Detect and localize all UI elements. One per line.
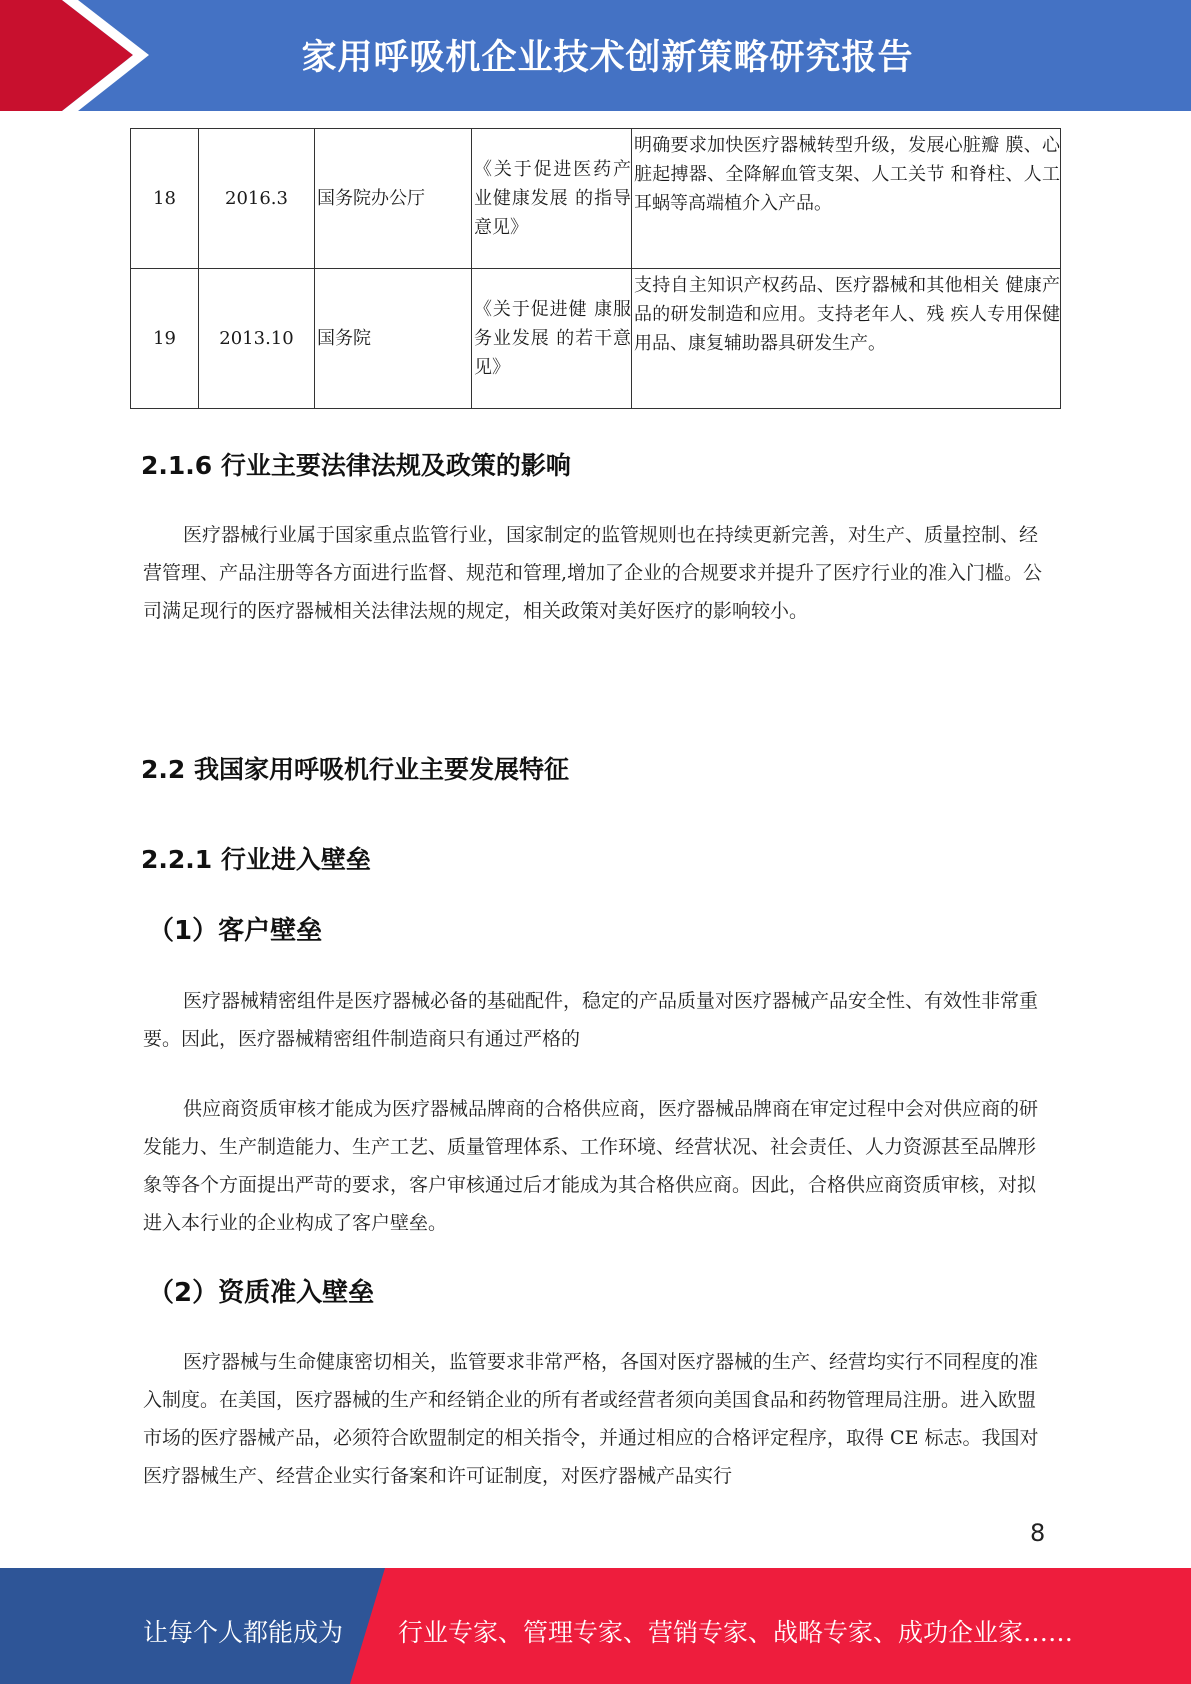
footer-slogan-left: 让每个人都能成为	[143, 1618, 344, 1647]
paragraph-customer-2: 供应商资质审核才能成为医疗器械品牌商的合格供应商，医疗器械品牌商在审定过程中会对供应商的研发能力、生产制造能力、生产工艺、质量管理体系、工作环境、经营状况、社会责任、人力资源甚至品牌形象等各个方面提出严苛的要求，客户审核通过后才能成为其合格供应商。因此，合格供应商资质审核，对拟进入本行业的企业构成了客户壁垒。	[143, 1098, 1039, 1234]
report-title: 家用呼吸机企业技术创新策略研究报告	[301, 38, 914, 78]
row-number: 18	[131, 129, 199, 269]
row-date: 2013.10	[199, 269, 315, 409]
row-document: 《关于促进医药产业健康发展 的指导意见》	[472, 129, 632, 269]
row-number: 19	[131, 269, 199, 409]
footer-slogan-right: 行业专家、管理专家、营销专家、战略专家、成功企业家……	[398, 1618, 1074, 1647]
row-department: 国务院	[315, 269, 472, 409]
subheading-customer-barrier: （1）客户壁垒	[148, 916, 323, 946]
page-number: 8	[1030, 1519, 1046, 1547]
row-description: 支持自主知识产权药品、医疗器械和其他相关 健康产品的研发制造和应用。支持老年人、残 疾人专用保健用品、康复辅助器具研发生产。	[632, 269, 1061, 409]
header-banner	[0, 0, 1191, 111]
section-heading-2-2-1: 2.2.1 行业进入壁垒	[141, 845, 371, 874]
paragraph-customer-1: 医疗器械精密组件是医疗器械必备的基础配件，稳定的产品质量对医疗器械产品安全性、有效性非常重要。因此，医疗器械精密组件制造商只有通过严格的	[143, 990, 1039, 1050]
row-date: 2016.3	[199, 129, 315, 269]
table-row	[131, 129, 1061, 269]
section-heading-2-1-6: 2.1.6 行业主要法律法规及政策的影响	[141, 451, 571, 480]
section-heading-2-2: 2.2 我国家用呼吸机行业主要发展特征	[141, 755, 569, 784]
row-department: 国务院办公厅	[315, 129, 472, 269]
paragraph-qualification: 医疗器械与生命健康密切相关，监管要求非常严格，各国对医疗器械的生产、经营均实行不同程度的准入制度。在美国，医疗器械的生产和经销企业的所有者或经营者须向美国食品和药物管理局注册。进入欧盟市场的医疗器械产品，必须符合欧盟制定的相关指令，并通过相应的合格评定程序，取得 CE 标志。我国对医疗器械生产、经营企业实行备案和许可证制度，对医疗器械产品实行	[143, 1351, 1039, 1487]
table-row	[131, 269, 1061, 409]
row-document: 《关于促进健 康服务业发展 的若干意见》	[472, 269, 632, 409]
row-description: 明确要求加快医疗器械转型升级，发展心脏瓣 膜、心脏起搏器、全降解血管支架、人工关节 和脊柱、人工耳蜗等高端植介入产品。	[632, 129, 1061, 269]
paragraph-regulations: 医疗器械行业属于国家重点监管行业，国家制定的监管规则也在持续更新完善，对生产、质量控制、经营管理、产品注册等各方面进行监督、规范和管理,增加了企业的合规要求并提升了医疗行业的准入门槛。公司满足现行的医疗器械相关法律法规的规定，相关政策对美好医疗的影响较小。	[143, 524, 1043, 622]
footer-banner	[0, 1568, 1191, 1684]
subheading-qualification-barrier: （2）资质准入壁垒	[148, 1278, 375, 1308]
policy-table	[130, 128, 1061, 409]
